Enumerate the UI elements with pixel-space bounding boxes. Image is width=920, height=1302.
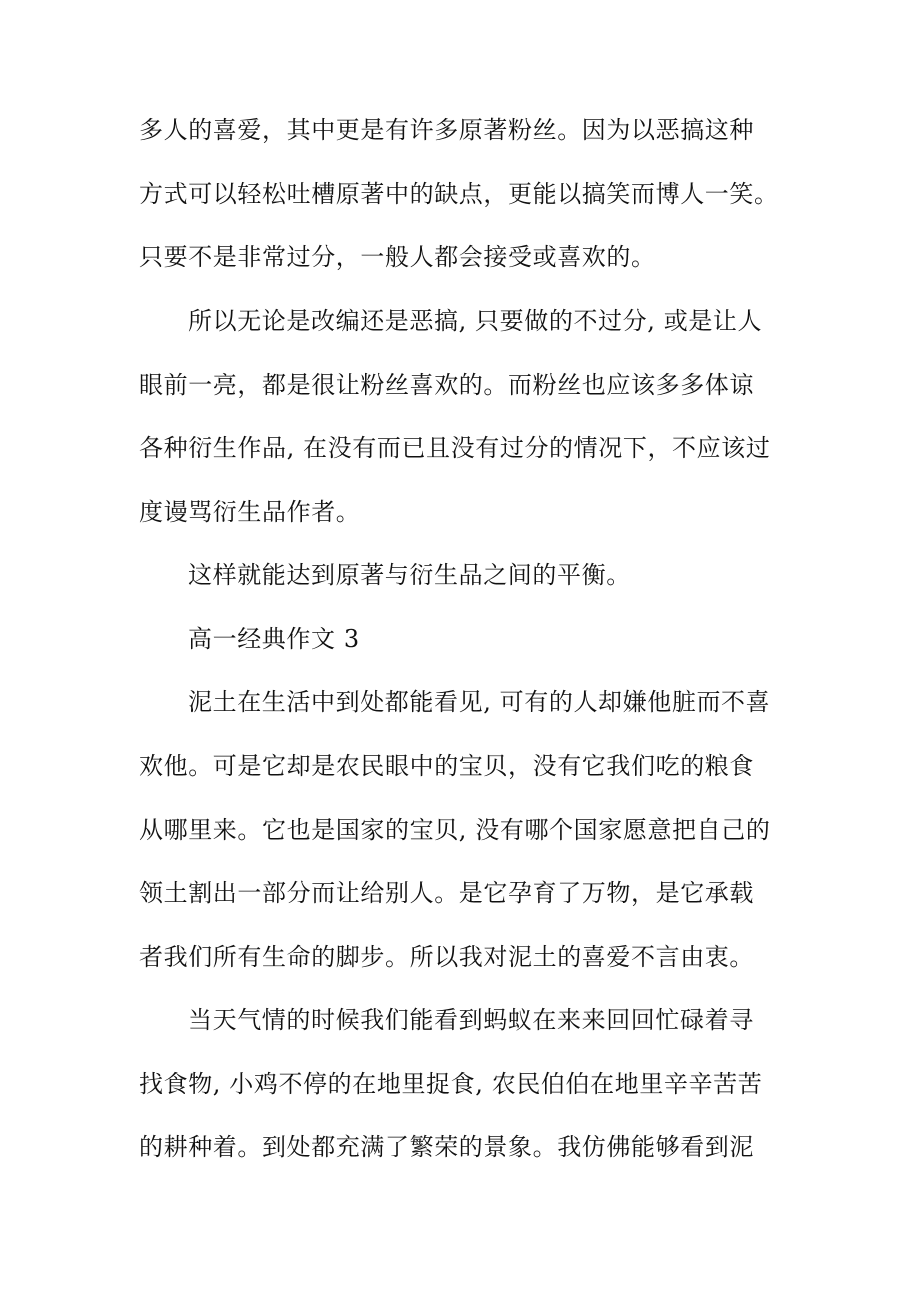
- paragraph-4-line-4: 领土割出一部分而让给别人。是它孕育了万物，是它承载: [139, 879, 754, 907]
- paragraph-1-line-3: 只要不是非常过分，一般人都会接受或喜欢的。: [139, 243, 656, 271]
- paragraph-3-line-1: 这样就能达到原著与衍生品之间的平衡。: [188, 561, 631, 589]
- paragraph-2-line-4: 度谩骂衍生品作者。: [139, 498, 361, 526]
- paragraph-4-line-1: 泥土在生活中到处都能看见, 可有的人却嫌他脏而不喜: [188, 688, 771, 716]
- paragraph-5-line-1: 当天气情的时候我们能看到蚂蚁在来来回回忙碌着寻: [188, 1006, 754, 1034]
- paragraph-5-line-2: 找食物, 小鸡不停的在地里捉食, 农民伯伯在地里辛辛苦苦: [139, 1070, 763, 1098]
- paragraph-4-line-3: 从哪里来。它也是国家的宝贝, 没有哪个国家愿意把自己的: [139, 816, 771, 844]
- section-heading: 高一经典作文 3: [188, 625, 360, 653]
- paragraph-2-line-3: 各种衍生作品, 在没有而已且没有过分的情况下，不应该过: [139, 434, 771, 462]
- paragraph-5-line-3: 的耕种着。到处都充满了繁荣的景象。我仿佛能够看到泥: [139, 1133, 754, 1161]
- paragraph-4-line-5: 者我们所有生命的脚步。所以我对泥土的喜爱不言由衷。: [139, 943, 754, 971]
- paragraph-1-line-2: 方式可以轻松吐槽原著中的缺点，更能以搞笑而博人一笑。: [139, 180, 779, 208]
- paragraph-2-line-1: 所以无论是改编还是恶搞, 只要做的不过分, 或是让人: [188, 307, 763, 335]
- paragraph-2-line-2: 眼前一亮，都是很让粉丝喜欢的。而粉丝也应该多多体谅: [139, 371, 754, 399]
- paragraph-1-line-1: 多人的喜爱，其中更是有许多原著粉丝。因为以恶搞这种: [139, 116, 754, 144]
- paragraph-4-line-2: 欢他。可是它却是农民眼中的宝贝，没有它我们吃的粮食: [139, 752, 754, 780]
